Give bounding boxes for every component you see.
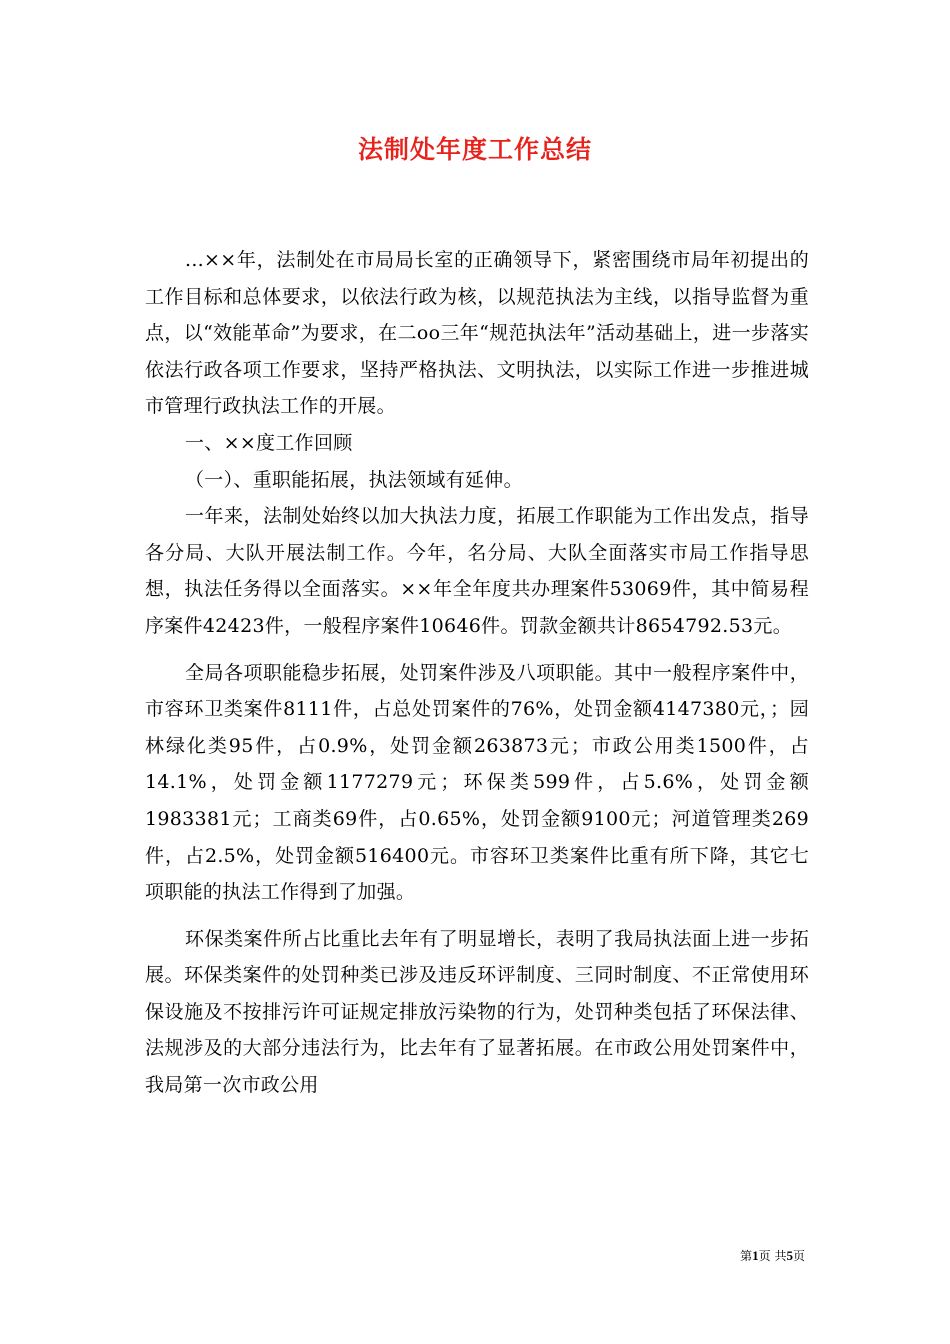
- paragraph-case-breakdown: 全局各项职能稳步拓展，处罚案件涉及八项职能。其中一般程序案件中，市容环卫类案件8111件，占总处罚案件的76%，处罚金额4147380元，；园林绿化类95件，占0.9%，处罚金额263873元；市政公用类1500件，占14.1%，处罚金额1177279元；环保类599件，占5.6%，处罚金额1983381元；工商类69件，占0.65%，处罚金额9100元；河道管理类269件，占2.5%，处罚金额516400元。市容环卫类案件比重有所下降，其它七项职能的执法工作得到了加强。: [145, 661, 809, 904]
- paragraph-intro: ...××年，法制处在市局局长室的正确领导下，紧密围绕市局年初提出的工作目标和总体要求，以依法行政为核，以规范执法为主线，以指导监督为重点，以“效能革命”为要求，在二oo三年“规范执法年”活动基础上，进一步落实依法行政各项工作要求，坚持严格执法、文明执法，以实际工作进一步推进城市管理行政执法工作的开展。: [145, 249, 809, 418]
- footer-suffix: 页: [792, 1249, 805, 1263]
- subsection-heading-functions: （一）、重职能拓展，执法领域有延伸。: [185, 468, 523, 491]
- footer-page-number: 1: [752, 1248, 759, 1263]
- section-heading-review: 一、××度工作回顾: [185, 431, 353, 454]
- page-footer: [740, 1247, 805, 1265]
- footer-middle: 页 共: [758, 1249, 787, 1263]
- footer-total-pages: 5: [786, 1248, 793, 1263]
- footer-prefix: 第: [740, 1249, 753, 1263]
- document-body: [145, 242, 809, 1104]
- document-title: 法制处年度工作总结: [357, 135, 592, 164]
- paragraph-case-summary: 一年来，法制处始终以加大执法力度，拓展工作职能为工作出发点，指导各分局、大队开展法制工作。今年，名分局、大队全面落实市局工作指导思想，执法任务得以全面落实。××年全年度共办理案件53069件，其中简易程序案件42423件，一般程序案件10646件。罚款金额共计8654792.53元。: [145, 505, 809, 637]
- paragraph-environmental: 环保类案件所占比重比去年有了明显增长，表明了我局执法面上进一步拓展。环保类案件的处罚种类已涉及违反环评制度、三同时制度、不正常使用环保设施及不按排污许可证规定排放污染物的行为，处罚种类包括了环保法律、法规涉及的大部分违法行为，比去年有了显著拓展。在市政公用处罚案件中，我局第一次市政公用: [145, 927, 809, 1097]
